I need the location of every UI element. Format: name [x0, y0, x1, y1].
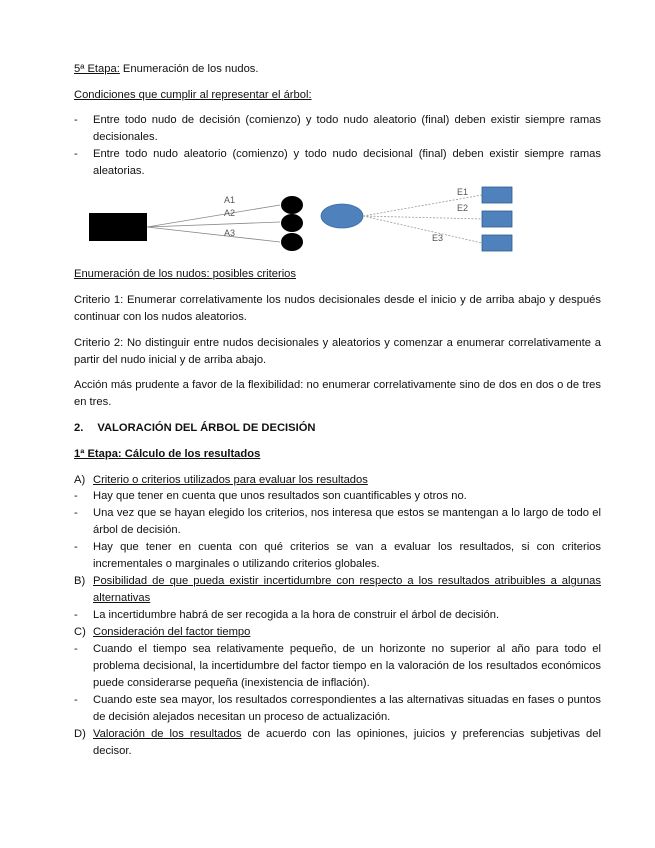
stage5-label: 5ª Etapa: [74, 63, 120, 75]
criterion-1: Criterio 1: Enumerar correlativamente los nudos decisionales desde el inicio y de arriba abajo y después continuar con los nudos aleatorios. [74, 294, 601, 323]
terminal-node [482, 187, 512, 203]
bullet-marker: - [74, 643, 78, 655]
bullet-marker: - [74, 507, 78, 519]
dash-item [74, 641, 601, 692]
outcome-node [281, 196, 303, 214]
list-item-d [74, 726, 601, 760]
list-marker: C) [74, 626, 86, 638]
outcome-node [281, 233, 303, 251]
enumeration-heading: Enumeración de los nudos: posibles criterios [74, 268, 297, 280]
conditions-heading: Condiciones que cumplir al representar el árbol: [74, 89, 312, 101]
terminal-node [482, 211, 512, 227]
bullet-marker: - [74, 694, 78, 706]
dash-item [74, 505, 601, 539]
dash-item-text: Una vez que se hayan elegido los criterios, nos interesa que estos se mantengan a lo largo de todo el árbol de decisión. [93, 507, 601, 536]
section-number: 2. [74, 422, 84, 434]
bullet-marker: - [74, 609, 78, 621]
criterion-2: Criterio 2: No distinguir entre nudos decisionales y aleatorios y comenzar a enumerar correlativamente a partir del nudo inicial y de arriba abajo. [74, 337, 601, 366]
list-item-b [74, 573, 601, 607]
dash-item [74, 539, 601, 573]
decision-tree-diagram [74, 184, 601, 256]
bullet-marker: - [74, 114, 78, 126]
list-marker: A) [74, 474, 86, 486]
random-node [321, 204, 363, 228]
label-e3: E3 [432, 233, 444, 243]
list-marker: B) [74, 575, 86, 587]
dash-item-text: Cuando el tiempo sea relativamente pequeño, de un horizonte no superior al año para todo el problema decisional, la incertidumbre del factor tiempo en la valoración de los resultados económicos puede considerarse pequeña (inexistencia de inflación). [93, 643, 601, 689]
dash-item [74, 692, 601, 726]
prudent-action: Acción más prudente a favor de la flexibilidad: no enumerar correlativamente sino de dos en dos o de tres en tres. [74, 379, 601, 408]
dash-item-text: Hay que tener en cuenta con qué criterios se van a evaluar los resultados, si con criterios incrementales o marginales o utilizando criterios globales. [93, 541, 601, 570]
label-a2: A2 [224, 208, 236, 218]
label-a1: A1 [224, 195, 236, 205]
dash-item-text: Cuando este sea mayor, los resultados correspondientes a las alternativas situadas en fases o puntos de decisión alejados necesitan un proceso de actualización. [93, 694, 601, 723]
branch-e3 [363, 216, 482, 243]
condition-item [74, 146, 601, 180]
list-marker: D) [74, 728, 86, 740]
terminal-node [482, 235, 512, 251]
dash-item-text: Hay que tener en cuenta que unos resultados son cuantificables y otros no. [93, 490, 467, 502]
list-item-text [93, 726, 601, 760]
label-e1: E1 [457, 187, 469, 197]
section-2-title [74, 420, 601, 437]
decision-node [89, 213, 147, 241]
list-item-text: Criterio o criterios utilizados para evaluar los resultados [93, 474, 368, 486]
condition-text: Entre todo nudo de decisión (comienzo) y todo nudo aleatorio (final) deben existir siempre ramas decisionales. [93, 114, 601, 143]
label-a3: A3 [224, 228, 236, 238]
condition-text: Entre todo nudo aleatorio (comienzo) y todo nudo decisional (final) deben existir siempre ramas aleatorias. [93, 148, 601, 177]
bullet-marker: - [74, 490, 78, 502]
section-title-text: VALORACIÓN DEL ÁRBOL DE DECISIÓN [97, 422, 316, 434]
list-item-rest: de acuerdo con las opiniones, juicios y preferencias subjetivas del decisor. [93, 728, 601, 757]
label-e2: E2 [457, 203, 469, 213]
list-item-underlined: Valoración de los resultados [93, 728, 242, 740]
outcome-node [281, 214, 303, 232]
list-item-text: Posibilidad de que pueda existir incertidumbre con respecto a los resultados atribuibles a algunas alternativas [93, 575, 601, 604]
branch-a1 [147, 205, 280, 227]
bullet-marker: - [74, 148, 78, 160]
dash-item-text: La incertidumbre habrá de ser recogida a la hora de construir el árbol de decisión. [93, 609, 500, 621]
branch-e2 [363, 216, 482, 219]
condition-item [74, 112, 601, 146]
stage5-text: Enumeración de los nudos. [119, 63, 259, 75]
stage1-title: 1ª Etapa: Cálculo de los resultados [74, 448, 261, 460]
stage5-title [74, 61, 601, 78]
branch-a2 [147, 222, 280, 227]
bullet-marker: - [74, 541, 78, 553]
branch-a3 [147, 227, 280, 242]
list-item-text: Consideración del factor tiempo [93, 626, 251, 638]
